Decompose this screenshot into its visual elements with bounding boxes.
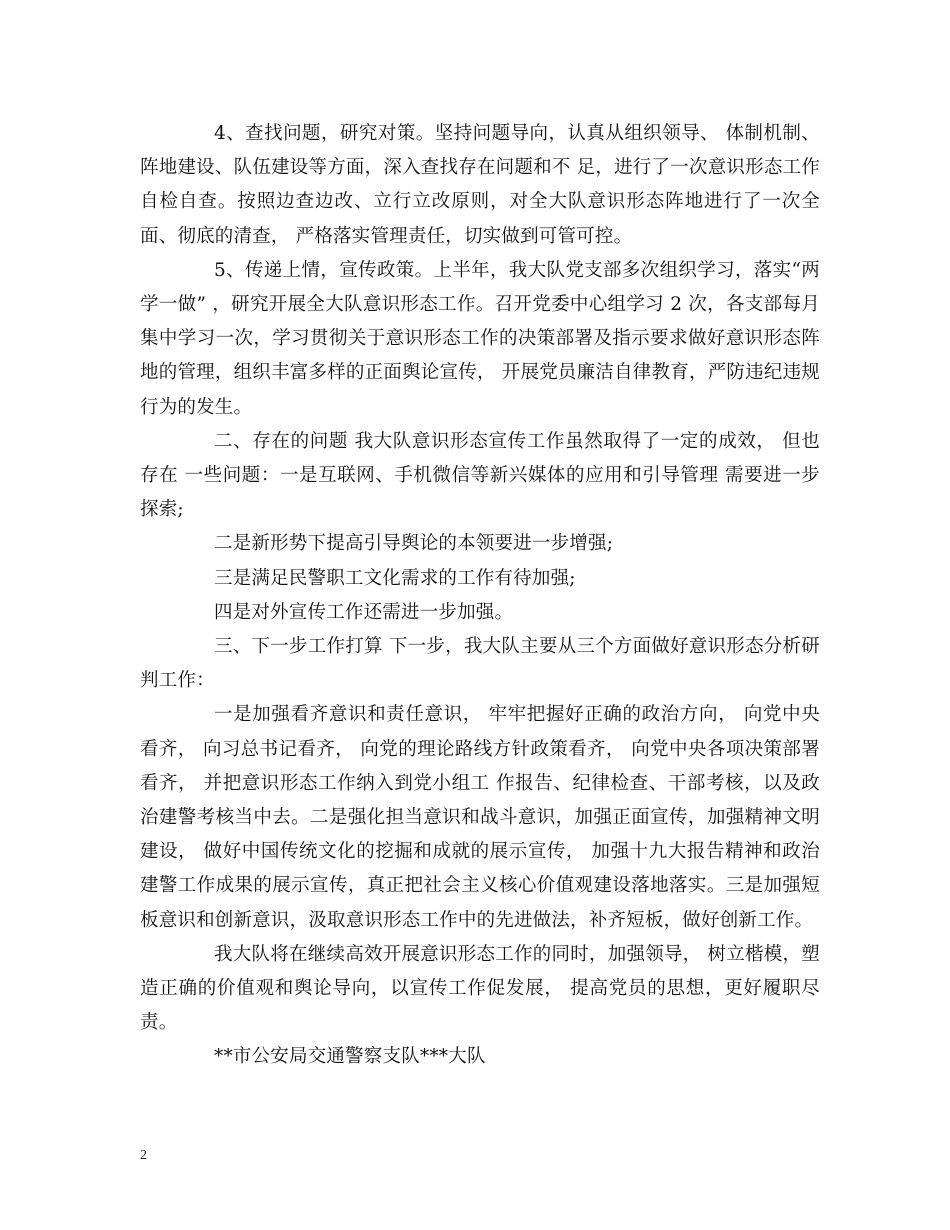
paragraph-problem-2: 二是新形势下提高引导舆论的本领要进一步增强; [214, 533, 614, 555]
paragraph-next-steps-detail: 一是加强看齐意识和责任意识， 牢牢把握好正确的政治方向， 向党中央看齐， 向习总书记看齐， 向党的理论路线方针政策看齐， 向党中央各项决策部署看齐， 并把意识形态工作纳入到党小组工 作报告、纪律检查、干部考核，以及政治建警考核当中去。二是强化担当意识和战斗意识，加强正面宣传，加强精神文明建设， 做好中国传统文化的挖掘和成就的展示宣传， 加强十九大报告精神和政治建警工作成果的展示宣传，真正把社会主义核心价值观建设落地落实。三是加强短板意识和创新意识，汲取意识形态工作中的先进做法，补齐短板，做好创新工作。 [140, 704, 820, 931]
signature-line: **市公安局交通警察支队***大队 [214, 1046, 486, 1068]
document-body [140, 117, 820, 1075]
paragraph-section-next-steps: 三、下一步工作打算 下一步，我大队主要从三个方面做好意识形态分析研判工作： [140, 636, 820, 692]
paragraph-conclusion: 我大队将在继续高效开展意识形态工作的同时，加强领导， 树立楷模，塑造正确的价值观和舆论导向，以宣传工作促发展， 提高党员的思想，更好履职尽责。 [140, 943, 820, 1034]
paragraph-section-problems: 二、存在的问题 我大队意识形态宣传工作虽然取得了一定的成效， 但也存在 一些问题：一是互联网、手机微信等新兴媒体的应用和引导管理 需要进一步探索; [140, 430, 820, 521]
paragraph-problem-4: 四是对外宣传工作还需进一步加强。 [214, 601, 514, 623]
paragraph-item-4: 4、查找问题，研究对策。坚持问题导向，认真从组织领导、 体制机制、阵地建设、队伍建设等方面，深入查找存在问题和不 足，进行了一次意识形态工作自检自查。按照边查边改、立行立改原则，对全大队意识形态阵地进行了一次全面、彻底的清查， 严格落实管理责任，切实做到可管可控。 [140, 123, 820, 247]
page-number: 2 [140, 1148, 147, 1163]
paragraph-problem-3: 三是满足民警职工文化需求的工作有待加强; [214, 567, 576, 589]
paragraph-item-5: 5、传递上情，宣传政策。上半年，我大队党支部多次组织学习，落实“两学一做” ，研究开展全大队意识形态工作。召开党委中心组学习 2 次，各支部每月集中学习一次，学习贯彻关于意识形态工作的决策部署及指示要求做好意识形态阵地的管理，组织丰富多样的正面舆论宣传， 开展党员廉洁自律教育，严防违纪违规行为的发生。 [140, 259, 820, 418]
